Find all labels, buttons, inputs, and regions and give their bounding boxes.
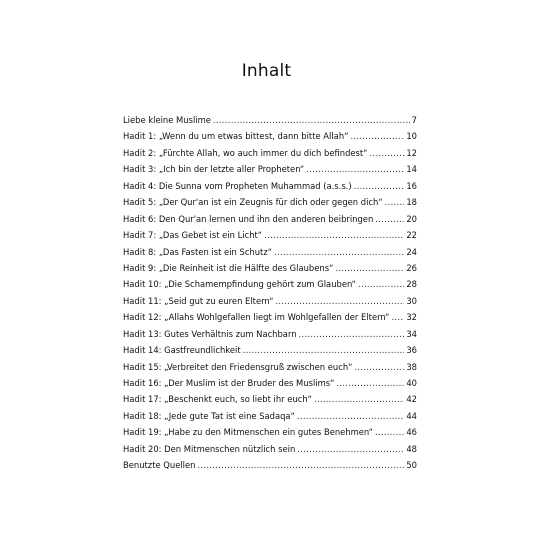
toc-entry-title: Hadit 2: „Fürchte Allah, wo auch immer du dich befindest“	[123, 147, 368, 158]
toc-entry-title: Hadit 14: Gastfreundlichkeit	[123, 345, 241, 356]
toc-entry-title: Hadit 3: „Ich bin der letzte aller Propheten“	[123, 164, 305, 175]
toc-entry-title: Hadit 13: Gutes Verhältnis zum Nachbarn	[123, 328, 297, 339]
toc-page-number: 22	[406, 230, 417, 241]
toc-entry	[123, 194, 417, 210]
toc-entry	[123, 359, 417, 375]
toc-dot-leader	[358, 276, 404, 292]
toc-dot-leader	[274, 244, 404, 260]
toc-entry	[123, 178, 417, 194]
toc-entry	[123, 112, 417, 128]
toc-page-number: 32	[406, 312, 417, 323]
toc-page-number: 26	[406, 262, 417, 273]
toc-page-number: 46	[406, 427, 417, 438]
toc-entry-title: Hadit 5: „Der Qur'an ist ein Zeugnis für dich oder gegen dich“	[123, 197, 383, 208]
toc-page-number: 42	[406, 394, 417, 405]
toc-entry	[123, 244, 417, 260]
toc-entry	[123, 128, 417, 144]
toc-entry	[123, 276, 417, 292]
toc-page-number: 36	[406, 345, 417, 356]
toc-entry	[123, 161, 417, 177]
toc-entry-title: Hadit 19: „Habe zu den Mitmenschen ein gutes Benehmen“	[123, 427, 373, 438]
toc-page-number: 40	[406, 378, 417, 388]
toc-dot-leader	[354, 178, 405, 194]
toc-entry-title: Hadit 11: „Seid gut zu euren Eltern“	[123, 295, 274, 306]
toc-page-number: 30	[406, 295, 417, 306]
toc-entry-title: Hadit 9: „Die Reinheit ist die Hälfte des Glaubens“	[123, 262, 334, 273]
toc-entry-title: Hadit 1: „Wenn du um etwas bittest, dann bitte Allah“	[123, 131, 349, 142]
toc-dot-leader	[335, 260, 404, 276]
toc-entry	[123, 391, 417, 407]
toc-page-number: 20	[406, 213, 417, 224]
toc-entry-title: Hadit 16: „Der Muslim ist der Bruder des Muslims“	[123, 378, 335, 388]
toc-page-number: 7	[411, 115, 417, 125]
toc-entry-title: Hadit 8: „Das Fasten ist ein Schutz“	[123, 246, 273, 257]
toc-page-number: 34	[406, 328, 417, 339]
toc-page-number: 44	[406, 410, 417, 421]
toc-entry-title: Hadit 6: Den Qur'an lernen und ihn den anderen beibringen	[123, 213, 374, 224]
toc-dot-leader	[299, 326, 405, 342]
toc-entry-title: Hadit 15: „Verbreitet den Friedensgruß zwischen euch“	[123, 361, 353, 372]
toc-entry	[123, 441, 417, 457]
toc-dot-leader	[297, 408, 404, 424]
toc-entry	[123, 309, 417, 325]
toc-entry-title: Hadit 4: Die Sunna vom Propheten Muhammad (a.s.s.)	[123, 180, 352, 191]
toc-dot-leader	[314, 391, 404, 407]
toc-entry	[123, 408, 417, 424]
toc-entry	[123, 145, 417, 161]
toc-entry	[123, 260, 417, 276]
toc-dot-leader	[391, 309, 404, 325]
toc-page-number: 14	[406, 164, 417, 175]
toc-page-number: 50	[406, 460, 417, 471]
toc-dot-leader	[243, 342, 405, 358]
toc-page-number: 48	[406, 443, 417, 454]
toc-dot-leader	[370, 145, 405, 161]
toc-dot-leader	[306, 161, 404, 177]
toc-dot-leader	[264, 227, 404, 243]
toc-entry	[123, 227, 417, 243]
toc-entry-title: Hadit 10: „Die Schamempfindung gehört zum Glauben“	[123, 279, 357, 290]
toc-dot-leader	[375, 424, 404, 440]
toc-dot-leader	[213, 112, 410, 128]
toc-entry	[123, 293, 417, 309]
toc-page-number: 28	[406, 279, 417, 290]
toc-entry	[123, 326, 417, 342]
toc-dot-leader	[275, 293, 404, 309]
toc-entry-title: Benutzte Quellen	[123, 460, 196, 471]
toc-dot-leader	[197, 457, 404, 473]
toc-entry	[123, 375, 417, 391]
toc-dot-leader	[375, 211, 404, 227]
toc-page-number: 16	[406, 180, 417, 191]
toc-entry	[123, 211, 417, 227]
toc-page-number: 12	[406, 147, 417, 158]
toc-page-number: 24	[406, 246, 417, 257]
toc-entry-title: Liebe kleine Muslime	[123, 115, 211, 125]
toc-page-number: 18	[406, 197, 417, 208]
toc-entry-title: Hadit 7: „Das Gebet ist ein Licht“	[123, 230, 263, 241]
toc-dot-leader	[350, 128, 404, 144]
toc-entry-title: Hadit 20: Den Mitmenschen nützlich sein	[123, 443, 296, 454]
toc-entry-title: Hadit 17: „Beschenkt euch, so liebt ihr euch“	[123, 394, 312, 405]
table-of-contents	[123, 112, 417, 474]
toc-dot-leader	[354, 359, 404, 375]
toc-page-number: 10	[406, 131, 417, 142]
toc-entry-title: Hadit 12: „Allahs Wohlgefallen liegt im Wohlgefallen der Eltern“	[123, 312, 390, 323]
toc-entry	[123, 342, 417, 358]
page-title: Inhalt	[241, 61, 292, 81]
toc-entry-title: Hadit 18: „Jede gute Tat ist eine Sadaqa“	[123, 410, 295, 421]
toc-dot-leader	[297, 441, 404, 457]
toc-dot-leader	[336, 375, 404, 391]
toc-page-number: 38	[406, 361, 417, 372]
toc-dot-leader	[385, 194, 405, 210]
toc-entry	[123, 424, 417, 440]
toc-entry	[123, 457, 417, 473]
